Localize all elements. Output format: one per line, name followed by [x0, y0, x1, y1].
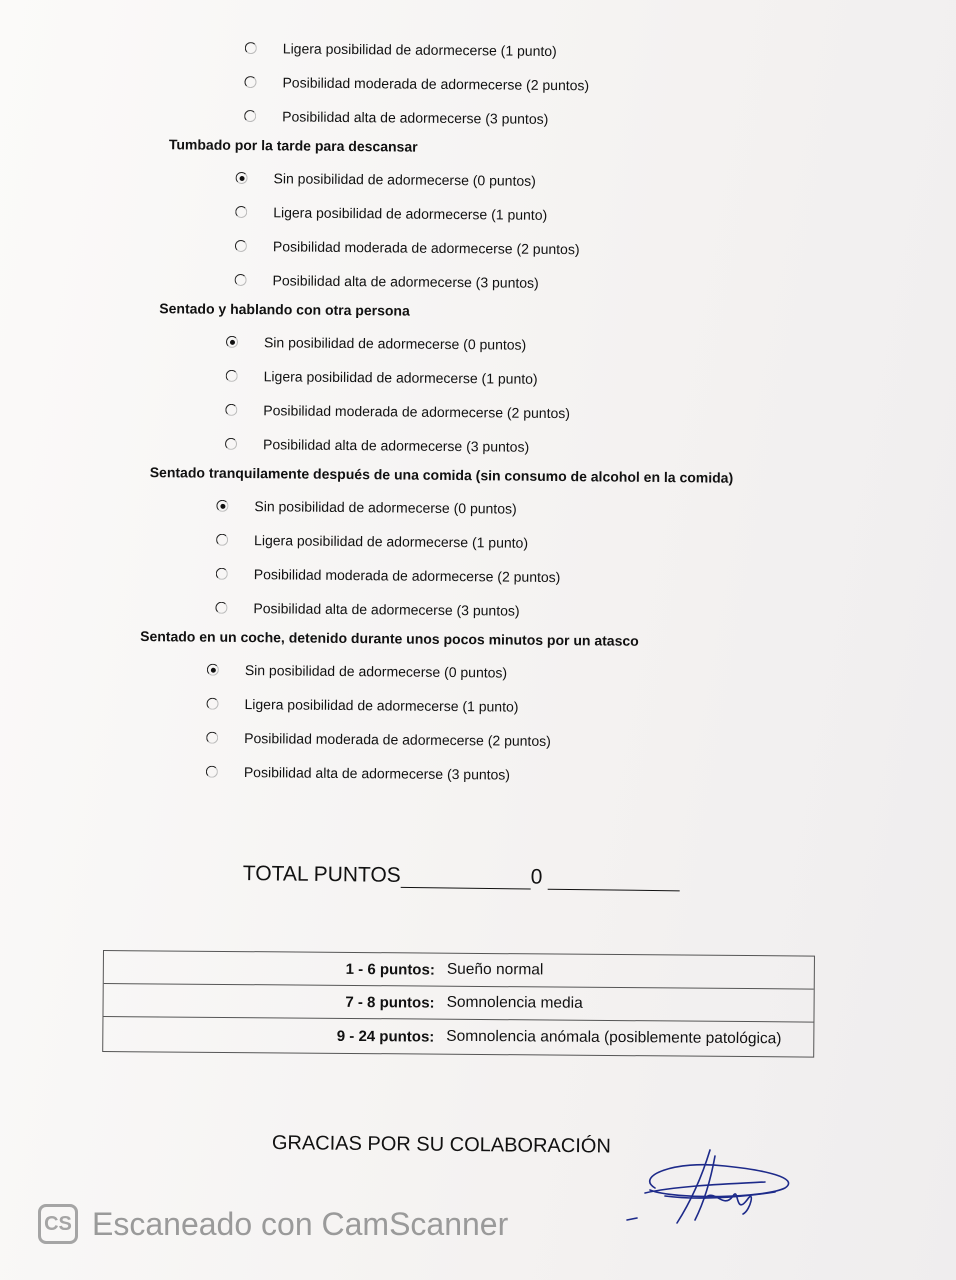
answer-option[interactable] — [245, 31, 820, 71]
radio-checked-icon[interactable] — [236, 172, 248, 184]
option-label: Sin posibilidad de adormecerse (0 puntos) — [244, 662, 508, 681]
legend-row — [103, 1017, 813, 1057]
option-label: Sin posibilidad de adormecerse (0 puntos) — [254, 498, 517, 517]
total-value: 0 — [530, 865, 543, 889]
option-label: Posibilidad moderada de adormecerse (2 puntos) — [263, 402, 571, 422]
radio-unchecked-icon[interactable] — [244, 110, 256, 122]
question-title: Tumbado por la tarde para descansar — [168, 136, 418, 155]
answer-option[interactable] — [234, 263, 817, 303]
radio-checked-icon[interactable] — [216, 500, 228, 512]
question-block — [134, 462, 816, 631]
legend-range: 9 - 24 puntos: — [336, 1027, 435, 1046]
question-block — [136, 298, 818, 467]
option-label: Ligera posibilidad de adormecerse (1 punto) — [244, 696, 519, 715]
total-blank-left — [401, 865, 531, 890]
radio-unchecked-icon[interactable] — [235, 206, 247, 218]
radio-unchecked-icon[interactable] — [245, 42, 257, 54]
option-label: Ligera posibilidad de adormecerse (1 punto) — [263, 368, 538, 387]
total-label: TOTAL PUNTOS — [242, 862, 401, 887]
answer-option[interactable] — [226, 359, 817, 399]
answer-option[interactable] — [226, 325, 817, 365]
answer-option[interactable] — [225, 427, 816, 467]
option-label: Posibilidad moderada de adormecerse (2 puntos) — [253, 566, 561, 586]
option-label: Ligera posibilidad de adormecerse (1 punto) — [273, 204, 548, 223]
radio-unchecked-icon[interactable] — [216, 534, 228, 546]
legend-description: Somnolencia anómala (posiblemente patológica) — [446, 1027, 782, 1048]
answer-option[interactable] — [216, 523, 815, 563]
option-label: Posibilidad moderada de adormecerse (2 puntos) — [244, 730, 551, 749]
option-label: Ligera posibilidad de adormecerse (1 punto) — [254, 532, 529, 551]
total-points — [243, 862, 681, 891]
answer-option[interactable] — [235, 229, 818, 269]
thanks-message: GRACIAS POR SU COLABORACIÓN — [271, 1132, 611, 1158]
legend-range: 1 - 6 puntos: — [345, 960, 435, 979]
radio-unchecked-icon[interactable] — [235, 274, 247, 286]
option-label: Sin posibilidad de adormecerse (0 puntos) — [263, 334, 527, 353]
question-title: Sentado en un coche, detenido durante unos pocos minutos por un atasco — [140, 628, 639, 649]
radio-checked-icon[interactable] — [226, 336, 238, 348]
radio-checked-icon[interactable] — [207, 664, 219, 676]
option-label: Posibilidad alta de adormecerse (3 puntos) — [262, 436, 530, 455]
radio-unchecked-icon[interactable] — [225, 438, 237, 450]
radio-unchecked-icon[interactable] — [216, 568, 228, 580]
radio-unchecked-icon[interactable] — [206, 698, 218, 710]
radio-unchecked-icon[interactable] — [215, 602, 227, 614]
radio-unchecked-icon[interactable] — [235, 240, 247, 252]
camscanner-logo-icon: CS — [38, 1204, 78, 1244]
option-label: Posibilidad alta de adormecerse (3 puntos) — [243, 764, 511, 783]
option-label: Posibilidad moderada de adormecerse (2 puntos) — [272, 238, 580, 258]
answer-option[interactable] — [206, 721, 813, 761]
question-title: Sentado y hablando con otra persona — [159, 300, 410, 319]
radio-unchecked-icon[interactable] — [206, 732, 218, 744]
question-block — [139, 30, 820, 139]
option-label: Posibilidad alta de adormecerse (3 puntos) — [282, 108, 549, 127]
radio-unchecked-icon[interactable] — [244, 76, 256, 88]
legend-description: Somnolencia media — [446, 993, 583, 1012]
answer-option[interactable] — [235, 161, 818, 201]
answer-option[interactable] — [206, 687, 813, 727]
answer-option[interactable] — [206, 755, 813, 795]
question-block — [133, 626, 815, 795]
answer-option[interactable] — [215, 591, 814, 631]
option-label: Posibilidad alta de adormecerse (3 puntos) — [253, 600, 520, 619]
total-blank-right — [548, 867, 680, 892]
questionnaire-form — [133, 30, 820, 794]
answer-option[interactable] — [216, 557, 815, 597]
radio-unchecked-icon[interactable] — [206, 766, 218, 778]
answer-option[interactable] — [244, 99, 819, 139]
legend-row — [103, 984, 813, 1023]
radio-unchecked-icon[interactable] — [225, 404, 237, 416]
question-block — [137, 134, 819, 303]
answer-option[interactable] — [235, 195, 818, 235]
radio-unchecked-icon[interactable] — [226, 370, 238, 382]
answer-option[interactable] — [225, 393, 816, 433]
answer-option[interactable] — [244, 65, 819, 105]
legend-row — [104, 951, 814, 990]
legend-range: 7 - 8 puntos: — [345, 993, 435, 1012]
question-title: Sentado tranquilamente después de una comida (sin consumo de alcohol en la comida) — [149, 464, 734, 486]
watermark-text: Escaneado con CamScanner — [92, 1205, 509, 1242]
option-label: Sin posibilidad de adormecerse (0 puntos) — [273, 170, 536, 189]
signature-image — [615, 1148, 800, 1230]
answer-option[interactable] — [216, 489, 815, 529]
option-label: Ligera posibilidad de adormecerse (1 punto) — [282, 40, 557, 60]
option-label: Posibilidad alta de adormecerse (3 puntos) — [272, 272, 539, 291]
camscanner-watermark — [38, 1204, 508, 1244]
answer-option[interactable] — [207, 653, 814, 693]
score-legend-table — [102, 950, 815, 1058]
option-label: Posibilidad moderada de adormecerse (2 puntos) — [282, 74, 590, 94]
legend-description: Sueño normal — [446, 960, 544, 979]
